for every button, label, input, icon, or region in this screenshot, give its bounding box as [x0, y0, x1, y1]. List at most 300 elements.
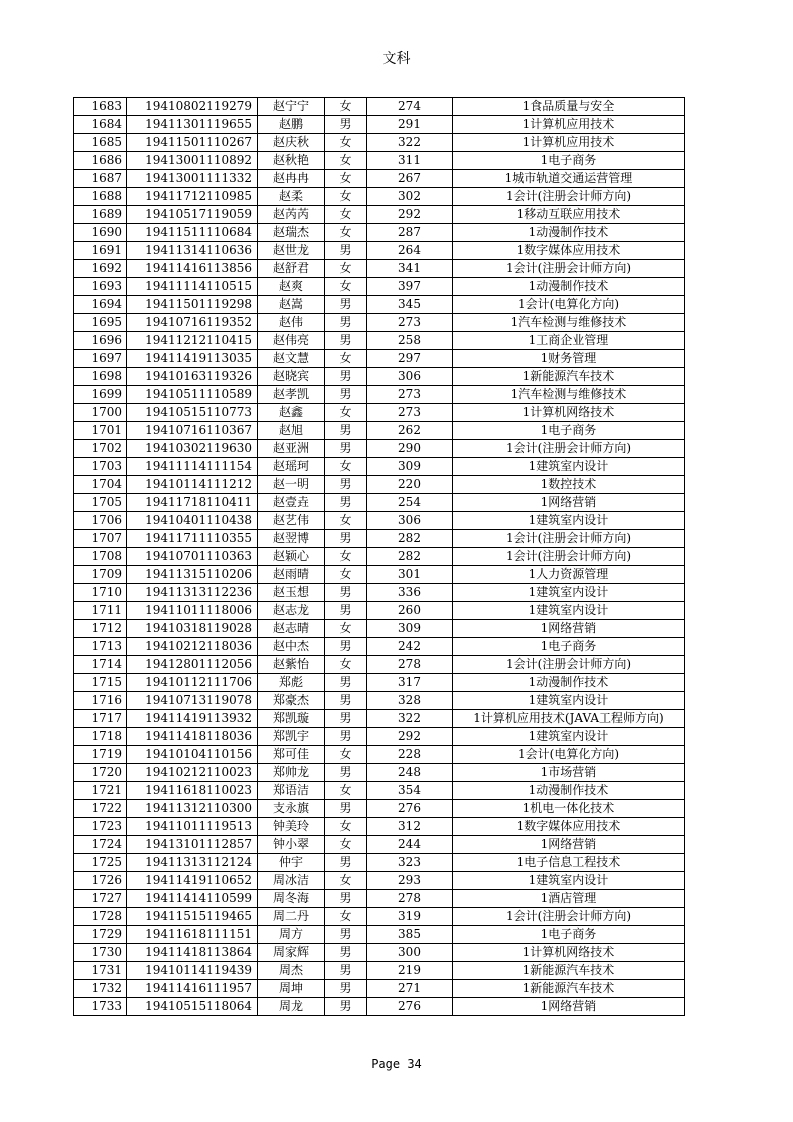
name-cell: 赵晓宾 [258, 368, 325, 386]
serial-number-cell: 1707 [74, 530, 127, 548]
major-cell: 1建筑室内设计 [453, 728, 685, 746]
major-cell: 1电子商务 [453, 152, 685, 170]
gender-cell: 女 [325, 872, 367, 890]
table-row [74, 746, 685, 764]
major-cell: 1汽车检测与维修技术 [453, 314, 685, 332]
serial-number-cell: 1696 [74, 332, 127, 350]
gender-cell: 女 [325, 548, 367, 566]
name-cell: 郑凯宇 [258, 728, 325, 746]
name-cell: 赵舒君 [258, 260, 325, 278]
table-row [74, 404, 685, 422]
table-row [74, 998, 685, 1016]
major-cell: 1电子信息工程技术 [453, 854, 685, 872]
score-cell: 267 [367, 170, 453, 188]
table-row [74, 980, 685, 998]
major-cell: 1建筑室内设计 [453, 458, 685, 476]
gender-cell: 男 [325, 944, 367, 962]
table-row [74, 278, 685, 296]
gender-cell: 男 [325, 386, 367, 404]
score-cell: 291 [367, 116, 453, 134]
table-row [74, 836, 685, 854]
candidate-id-cell: 19411419113932 [127, 710, 258, 728]
score-cell: 306 [367, 512, 453, 530]
name-cell: 郑帅龙 [258, 764, 325, 782]
name-cell: 赵志龙 [258, 602, 325, 620]
major-cell: 1会计(注册会计师方向) [453, 656, 685, 674]
major-cell: 1会计(电算化方向) [453, 746, 685, 764]
gender-cell: 女 [325, 620, 367, 638]
score-cell: 323 [367, 854, 453, 872]
name-cell: 赵孝凯 [258, 386, 325, 404]
gender-cell: 男 [325, 116, 367, 134]
score-cell: 278 [367, 656, 453, 674]
gender-cell: 男 [325, 638, 367, 656]
major-cell: 1会计(注册会计师方向) [453, 908, 685, 926]
name-cell: 赵宁宁 [258, 98, 325, 116]
major-cell: 1建筑室内设计 [453, 602, 685, 620]
candidate-id-cell: 19412801112056 [127, 656, 258, 674]
gender-cell: 女 [325, 134, 367, 152]
candidate-id-cell: 19410212110023 [127, 764, 258, 782]
gender-cell: 男 [325, 530, 367, 548]
score-cell: 242 [367, 638, 453, 656]
major-cell: 1移动互联应用技术 [453, 206, 685, 224]
name-cell: 赵冉冉 [258, 170, 325, 188]
gender-cell: 男 [325, 368, 367, 386]
serial-number-cell: 1702 [74, 440, 127, 458]
major-cell: 1建筑室内设计 [453, 692, 685, 710]
name-cell: 郑豪杰 [258, 692, 325, 710]
major-cell: 1人力资源管理 [453, 566, 685, 584]
table-row [74, 602, 685, 620]
serial-number-cell: 1685 [74, 134, 127, 152]
name-cell: 赵秋艳 [258, 152, 325, 170]
name-cell: 郑可佳 [258, 746, 325, 764]
name-cell: 郑彪 [258, 674, 325, 692]
major-cell: 1动漫制作技术 [453, 782, 685, 800]
candidate-id-cell: 19410112111706 [127, 674, 258, 692]
table-row [74, 566, 685, 584]
serial-number-cell: 1686 [74, 152, 127, 170]
score-cell: 264 [367, 242, 453, 260]
serial-number-cell: 1715 [74, 674, 127, 692]
candidate-id-cell: 19411419110652 [127, 872, 258, 890]
table-row [74, 422, 685, 440]
serial-number-cell: 1727 [74, 890, 127, 908]
gender-cell: 男 [325, 494, 367, 512]
major-cell: 1电子商务 [453, 422, 685, 440]
serial-number-cell: 1688 [74, 188, 127, 206]
candidate-id-cell: 19411011119513 [127, 818, 258, 836]
table-row [74, 476, 685, 494]
serial-number-cell: 1705 [74, 494, 127, 512]
name-cell: 周龙 [258, 998, 325, 1016]
name-cell: 赵颖心 [258, 548, 325, 566]
gender-cell: 女 [325, 458, 367, 476]
serial-number-cell: 1718 [74, 728, 127, 746]
score-cell: 287 [367, 224, 453, 242]
score-cell: 297 [367, 350, 453, 368]
page-title: 文科 [382, 51, 411, 67]
table-body [74, 98, 685, 1016]
major-cell: 1建筑室内设计 [453, 584, 685, 602]
candidate-id-cell: 19410114111212 [127, 476, 258, 494]
score-cell: 254 [367, 494, 453, 512]
candidate-id-cell: 19410163119326 [127, 368, 258, 386]
major-cell: 1会计(注册会计师方向) [453, 260, 685, 278]
serial-number-cell: 1710 [74, 584, 127, 602]
serial-number-cell: 1733 [74, 998, 127, 1016]
candidate-id-cell: 19410318119028 [127, 620, 258, 638]
major-cell: 1财务管理 [453, 350, 685, 368]
name-cell: 仲宇 [258, 854, 325, 872]
score-cell: 248 [367, 764, 453, 782]
score-cell: 311 [367, 152, 453, 170]
gender-cell: 女 [325, 782, 367, 800]
table-row [74, 224, 685, 242]
score-cell: 292 [367, 728, 453, 746]
score-cell: 397 [367, 278, 453, 296]
candidate-id-cell: 19411011118006 [127, 602, 258, 620]
candidate-id-cell: 19410104110156 [127, 746, 258, 764]
score-cell: 306 [367, 368, 453, 386]
name-cell: 周二丹 [258, 908, 325, 926]
candidate-id-cell: 19411618111151 [127, 926, 258, 944]
major-cell: 1市场营销 [453, 764, 685, 782]
major-cell: 1机电一体化技术 [453, 800, 685, 818]
name-cell: 赵紫怡 [258, 656, 325, 674]
candidate-id-cell: 19411711110355 [127, 530, 258, 548]
serial-number-cell: 1699 [74, 386, 127, 404]
table-row [74, 620, 685, 638]
major-cell: 1动漫制作技术 [453, 278, 685, 296]
table-row [74, 854, 685, 872]
name-cell: 赵中杰 [258, 638, 325, 656]
serial-number-cell: 1713 [74, 638, 127, 656]
gender-cell: 男 [325, 332, 367, 350]
score-cell: 301 [367, 566, 453, 584]
candidate-id-cell: 19411515119465 [127, 908, 258, 926]
score-cell: 309 [367, 458, 453, 476]
major-cell: 1新能源汽车技术 [453, 368, 685, 386]
candidate-id-cell: 19410515118064 [127, 998, 258, 1016]
gender-cell: 女 [325, 836, 367, 854]
gender-cell: 女 [325, 278, 367, 296]
score-cell: 319 [367, 908, 453, 926]
gender-cell: 女 [325, 206, 367, 224]
gender-cell: 男 [325, 764, 367, 782]
gender-cell: 男 [325, 962, 367, 980]
name-cell: 赵鹏 [258, 116, 325, 134]
serial-number-cell: 1709 [74, 566, 127, 584]
candidate-id-cell: 19410114119439 [127, 962, 258, 980]
score-cell: 228 [367, 746, 453, 764]
score-cell: 273 [367, 314, 453, 332]
name-cell: 赵志晴 [258, 620, 325, 638]
score-cell: 385 [367, 926, 453, 944]
major-cell: 1城市轨道交通运营管理 [453, 170, 685, 188]
major-cell: 1会计(注册会计师方向) [453, 530, 685, 548]
candidate-id-cell: 19410511110589 [127, 386, 258, 404]
major-cell: 1数字媒体应用技术 [453, 818, 685, 836]
score-cell: 274 [367, 98, 453, 116]
name-cell: 赵瑞杰 [258, 224, 325, 242]
major-cell: 1食品质量与安全 [453, 98, 685, 116]
gender-cell: 女 [325, 350, 367, 368]
candidate-id-cell: 19410517119059 [127, 206, 258, 224]
candidate-id-cell: 19411418118036 [127, 728, 258, 746]
gender-cell: 女 [325, 566, 367, 584]
serial-number-cell: 1717 [74, 710, 127, 728]
candidate-id-cell: 19410401110438 [127, 512, 258, 530]
score-cell: 354 [367, 782, 453, 800]
serial-number-cell: 1726 [74, 872, 127, 890]
candidate-id-cell: 19410515110773 [127, 404, 258, 422]
gender-cell: 女 [325, 818, 367, 836]
score-cell: 345 [367, 296, 453, 314]
serial-number-cell: 1693 [74, 278, 127, 296]
serial-number-cell: 1711 [74, 602, 127, 620]
name-cell: 赵玉想 [258, 584, 325, 602]
serial-number-cell: 1708 [74, 548, 127, 566]
candidate-id-cell: 19410713119078 [127, 692, 258, 710]
gender-cell: 女 [325, 404, 367, 422]
gender-cell: 男 [325, 314, 367, 332]
gender-cell: 女 [325, 188, 367, 206]
major-cell: 1会计(注册会计师方向) [453, 188, 685, 206]
candidate-id-cell: 19410212118036 [127, 638, 258, 656]
name-cell: 赵世龙 [258, 242, 325, 260]
candidate-id-cell: 19411114111154 [127, 458, 258, 476]
table-row [74, 764, 685, 782]
admission-table [73, 97, 685, 1016]
gender-cell: 男 [325, 980, 367, 998]
serial-number-cell: 1689 [74, 206, 127, 224]
table-row [74, 512, 685, 530]
score-cell: 282 [367, 548, 453, 566]
candidate-id-cell: 19411315110206 [127, 566, 258, 584]
table-row [74, 728, 685, 746]
serial-number-cell: 1684 [74, 116, 127, 134]
candidate-id-cell: 19411414110599 [127, 890, 258, 908]
table-row [74, 98, 685, 116]
table-row [74, 710, 685, 728]
name-cell: 赵嵩 [258, 296, 325, 314]
serial-number-cell: 1683 [74, 98, 127, 116]
name-cell: 周杰 [258, 962, 325, 980]
major-cell: 1电子商务 [453, 926, 685, 944]
major-cell: 1建筑室内设计 [453, 872, 685, 890]
candidate-id-cell: 19411419113035 [127, 350, 258, 368]
gender-cell: 女 [325, 908, 367, 926]
serial-number-cell: 1694 [74, 296, 127, 314]
name-cell: 赵壹垚 [258, 494, 325, 512]
score-cell: 258 [367, 332, 453, 350]
table-row [74, 692, 685, 710]
name-cell: 赵旭 [258, 422, 325, 440]
table-row [74, 170, 685, 188]
major-cell: 1网络营销 [453, 836, 685, 854]
score-cell: 317 [367, 674, 453, 692]
candidate-id-cell: 19411313112124 [127, 854, 258, 872]
candidate-id-cell: 19410701110363 [127, 548, 258, 566]
major-cell: 1计算机应用技术 [453, 116, 685, 134]
name-cell: 赵翌博 [258, 530, 325, 548]
table-row [74, 638, 685, 656]
table-row [74, 296, 685, 314]
major-cell: 1新能源汽车技术 [453, 980, 685, 998]
candidate-id-cell: 19411501119298 [127, 296, 258, 314]
major-cell: 1网络营销 [453, 998, 685, 1016]
candidate-id-cell: 19410802119279 [127, 98, 258, 116]
table-row [74, 116, 685, 134]
name-cell: 赵一明 [258, 476, 325, 494]
major-cell: 1数字媒体应用技术 [453, 242, 685, 260]
score-cell: 328 [367, 692, 453, 710]
major-cell: 1网络营销 [453, 620, 685, 638]
score-cell: 309 [367, 620, 453, 638]
candidate-id-cell: 19411501110267 [127, 134, 258, 152]
table-row [74, 206, 685, 224]
gender-cell: 男 [325, 890, 367, 908]
score-cell: 282 [367, 530, 453, 548]
table-row [74, 260, 685, 278]
score-cell: 273 [367, 404, 453, 422]
table-row [74, 548, 685, 566]
serial-number-cell: 1698 [74, 368, 127, 386]
candidate-id-cell: 19410302119630 [127, 440, 258, 458]
major-cell: 1汽车检测与维修技术 [453, 386, 685, 404]
serial-number-cell: 1706 [74, 512, 127, 530]
name-cell: 赵鑫 [258, 404, 325, 422]
score-cell: 276 [367, 998, 453, 1016]
gender-cell: 男 [325, 296, 367, 314]
name-cell: 周家辉 [258, 944, 325, 962]
candidate-id-cell: 19411114110515 [127, 278, 258, 296]
candidate-id-cell: 19411313112236 [127, 584, 258, 602]
serial-number-cell: 1719 [74, 746, 127, 764]
major-cell: 1会计(注册会计师方向) [453, 548, 685, 566]
candidate-id-cell: 19410716110367 [127, 422, 258, 440]
name-cell: 钟小翠 [258, 836, 325, 854]
score-cell: 260 [367, 602, 453, 620]
major-cell: 1建筑室内设计 [453, 512, 685, 530]
gender-cell: 男 [325, 854, 367, 872]
major-cell: 1会计(电算化方向) [453, 296, 685, 314]
score-cell: 244 [367, 836, 453, 854]
table-row [74, 944, 685, 962]
major-cell: 1酒店管理 [453, 890, 685, 908]
candidate-id-cell: 19411712110985 [127, 188, 258, 206]
serial-number-cell: 1732 [74, 980, 127, 998]
score-cell: 293 [367, 872, 453, 890]
candidate-id-cell: 19411511110684 [127, 224, 258, 242]
gender-cell: 男 [325, 584, 367, 602]
gender-cell: 女 [325, 656, 367, 674]
score-cell: 322 [367, 134, 453, 152]
score-cell: 341 [367, 260, 453, 278]
candidate-id-cell: 19413001111332 [127, 170, 258, 188]
table-row [74, 152, 685, 170]
table-row [74, 386, 685, 404]
score-cell: 273 [367, 386, 453, 404]
name-cell: 周冰洁 [258, 872, 325, 890]
score-cell: 220 [367, 476, 453, 494]
name-cell: 支永旗 [258, 800, 325, 818]
score-cell: 262 [367, 422, 453, 440]
score-cell: 278 [367, 890, 453, 908]
gender-cell: 男 [325, 674, 367, 692]
score-cell: 322 [367, 710, 453, 728]
serial-number-cell: 1695 [74, 314, 127, 332]
table-row [74, 368, 685, 386]
candidate-id-cell: 19411416113856 [127, 260, 258, 278]
major-cell: 1计算机网络技术 [453, 404, 685, 422]
name-cell: 赵瑶珂 [258, 458, 325, 476]
gender-cell: 男 [325, 998, 367, 1016]
table-row [74, 530, 685, 548]
name-cell: 赵艺伟 [258, 512, 325, 530]
major-cell: 1新能源汽车技术 [453, 962, 685, 980]
table-row [74, 584, 685, 602]
serial-number-cell: 1701 [74, 422, 127, 440]
table-row [74, 242, 685, 260]
candidate-id-cell: 19411618110023 [127, 782, 258, 800]
table-row [74, 458, 685, 476]
table-row [74, 314, 685, 332]
serial-number-cell: 1691 [74, 242, 127, 260]
gender-cell: 男 [325, 728, 367, 746]
table-row [74, 332, 685, 350]
name-cell: 赵伟亮 [258, 332, 325, 350]
table-row [74, 962, 685, 980]
serial-number-cell: 1703 [74, 458, 127, 476]
serial-number-cell: 1692 [74, 260, 127, 278]
score-cell: 300 [367, 944, 453, 962]
name-cell: 赵芮芮 [258, 206, 325, 224]
name-cell: 周方 [258, 926, 325, 944]
gender-cell: 男 [325, 602, 367, 620]
gender-cell: 女 [325, 512, 367, 530]
candidate-id-cell: 19413001110892 [127, 152, 258, 170]
table-row [74, 926, 685, 944]
serial-number-cell: 1700 [74, 404, 127, 422]
name-cell: 赵柔 [258, 188, 325, 206]
gender-cell: 男 [325, 800, 367, 818]
serial-number-cell: 1728 [74, 908, 127, 926]
gender-cell: 女 [325, 152, 367, 170]
major-cell: 1计算机应用技术 [453, 134, 685, 152]
major-cell: 1计算机应用技术(JAVA工程师方向) [453, 710, 685, 728]
table-row [74, 908, 685, 926]
major-cell: 1动漫制作技术 [453, 674, 685, 692]
gender-cell: 男 [325, 476, 367, 494]
name-cell: 赵庆秋 [258, 134, 325, 152]
serial-number-cell: 1697 [74, 350, 127, 368]
gender-cell: 女 [325, 170, 367, 188]
name-cell: 郑语洁 [258, 782, 325, 800]
name-cell: 钟美玲 [258, 818, 325, 836]
major-cell: 1会计(注册会计师方向) [453, 440, 685, 458]
table-row [74, 800, 685, 818]
serial-number-cell: 1690 [74, 224, 127, 242]
major-cell: 1数控技术 [453, 476, 685, 494]
candidate-id-cell: 19410716119352 [127, 314, 258, 332]
serial-number-cell: 1714 [74, 656, 127, 674]
gender-cell: 女 [325, 224, 367, 242]
candidate-id-cell: 19411301119655 [127, 116, 258, 134]
table-row [74, 890, 685, 908]
